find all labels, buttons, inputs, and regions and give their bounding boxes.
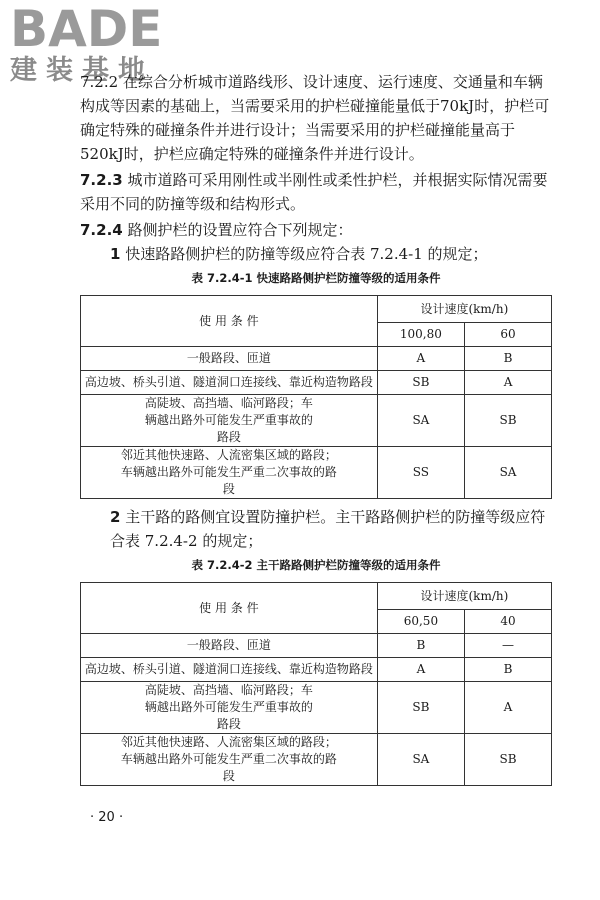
row-condition: 一般路段、匝道 <box>81 634 378 658</box>
row-value: SB <box>377 371 464 395</box>
row-value: A <box>465 682 552 734</box>
logo-subtext: 建装基地 <box>10 55 154 86</box>
row-value: A <box>377 347 464 371</box>
column-header-condition: 使 用 条 件 <box>81 296 378 347</box>
table-row <box>81 347 552 371</box>
data-table <box>80 582 552 786</box>
table-row <box>81 395 552 447</box>
row-condition: 邻近其他快速路、人流密集区域的路段；车辆越出路外可能发生严重二次事故的路段 <box>81 447 378 499</box>
list-item-1 <box>80 242 552 266</box>
table-row <box>81 658 552 682</box>
logo-text: BADE <box>10 0 163 58</box>
table-row <box>81 447 552 499</box>
row-value: SB <box>465 395 552 447</box>
speed-col-2: 60 <box>465 323 552 347</box>
row-condition: 一般路段、匝道 <box>81 347 378 371</box>
item-number: 1 <box>110 245 121 263</box>
row-value: A <box>465 371 552 395</box>
clause-7-2-2: 7.2.2 在综合分析城市道路线形、设计速度、运行速度、交通量和车辆构成等因素的基础上，当需要采用的护栏碰撞能量低于70kJ时，护栏可确定特殊的碰撞条件并进行设计；当需要采用的护栏碰撞能量高于520kJ时，护栏应确定特殊的碰撞条件并进行设计。 <box>80 73 550 163</box>
row-value: SS <box>377 447 464 499</box>
item-number: 2 <box>110 508 121 526</box>
table-title: 表 7.2.4-2 主干路路侧护栏防撞等级的适用条件 <box>191 558 441 572</box>
speed-col-2: 40 <box>465 610 552 634</box>
clause-text: 路侧护栏的设置应符合下列规定： <box>127 221 353 239</box>
row-condition: 邻近其他快速路、人流密集区域的路段；车辆越出路外可能发生严重二次事故的路段 <box>81 734 378 786</box>
data-table <box>80 295 552 499</box>
clause-number: 7.2.3 <box>80 171 123 189</box>
table-row <box>81 734 552 786</box>
list-item-2 <box>80 505 552 553</box>
row-value: — <box>465 634 552 658</box>
row-condition: 高陡坡、高挡墙、临河路段；车辆越出路外可能发生严重事故的路段 <box>81 682 378 734</box>
row-value: SA <box>377 734 464 786</box>
column-header-speed: 设计速度(km/h) <box>377 296 551 323</box>
table-row <box>81 682 552 734</box>
clause-7-2-3 <box>80 168 552 216</box>
page-number: · 20 · <box>90 810 124 825</box>
table-row <box>81 634 552 658</box>
row-value: SB <box>465 734 552 786</box>
speed-col-1: 100,80 <box>377 323 464 347</box>
row-value: B <box>465 658 552 682</box>
row-value: B <box>377 634 464 658</box>
row-value: A <box>377 658 464 682</box>
row-value: SA <box>377 395 464 447</box>
row-condition: 高边坡、桥头引道、隧道洞口连接线、靠近构造物路段 <box>81 371 378 395</box>
item-text: 主干路的路侧宜设置防撞护栏。主干路路侧护栏的防撞等级应符合表 7.2.4-2 的规定； <box>110 508 546 550</box>
clause-text: 城市道路可采用刚性或半刚性或柔性护栏，并根据实际情况需要采用不同的防撞等级和结构形式。 <box>80 171 548 213</box>
page-content <box>80 70 552 786</box>
table-title: 表 7.2.4-1 快速路路侧护栏防撞等级的适用条件 <box>191 271 441 285</box>
row-condition: 高边坡、桥头引道、隧道洞口连接线、靠近构造物路段 <box>81 658 378 682</box>
clause-7-2-4 <box>80 218 552 242</box>
row-value: B <box>465 347 552 371</box>
speed-col-1: 60,50 <box>377 610 464 634</box>
column-header-condition: 使 用 条 件 <box>81 583 378 634</box>
row-value: SB <box>377 682 464 734</box>
table-row <box>81 371 552 395</box>
row-condition: 高陡坡、高挡墙、临河路段；车辆越出路外可能发生严重事故的路段 <box>81 395 378 447</box>
column-header-speed: 设计速度(km/h) <box>377 583 551 610</box>
clause-number: 7.2.4 <box>80 221 123 239</box>
item-text: 快速路路侧护栏的防撞等级应符合表 7.2.4-1 的规定； <box>125 245 488 263</box>
row-value: SA <box>465 447 552 499</box>
